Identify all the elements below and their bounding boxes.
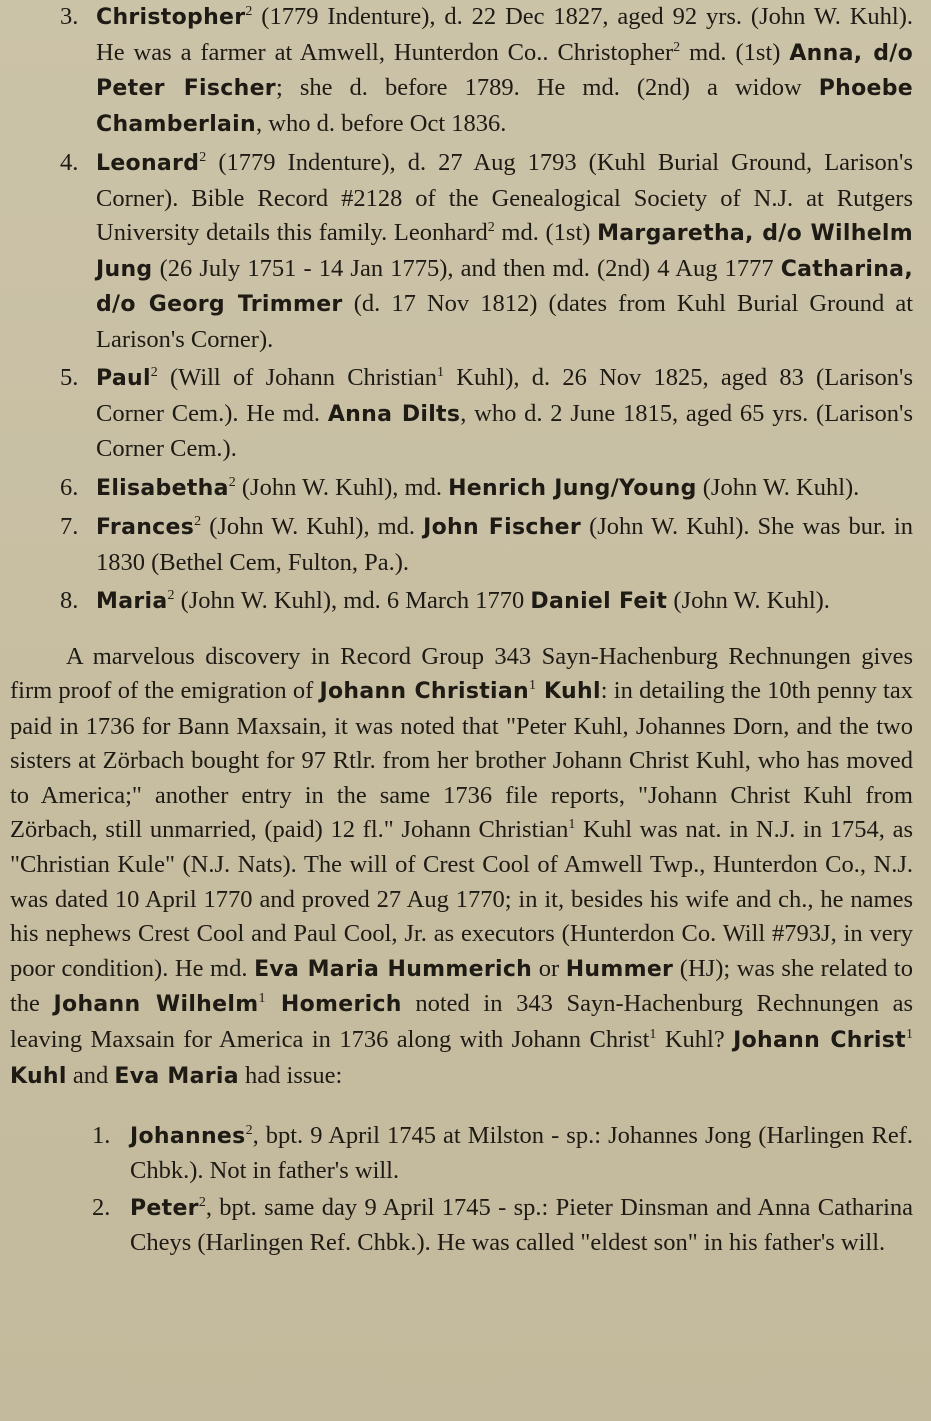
entry-text: , who d. 2 June 1815, aged 65 yrs. (Larison's Corner Cem.). [96,399,913,462]
person-name: Paul [96,366,151,391]
generation-number: 2 [228,474,236,490]
person-name: Johannes [130,1123,246,1149]
person-name: Kuhl [10,1063,67,1089]
person-name: Christopher [96,5,246,30]
entry-text: (John W. Kuhl). [667,587,830,614]
item-number: 3. [60,3,79,30]
list-item-1 [10,1119,913,1189]
item-number: 5. [60,364,79,391]
person-name: Elisabetha [96,475,229,501]
person-name: Phoebe Chamberlain [96,76,913,137]
generation-number: 1 [905,1026,913,1042]
generation-number: 2 [245,3,253,19]
children-list-top [10,0,913,620]
entry-text: md. (1st) [680,38,790,66]
person-name: Henrich Jung/Young [448,475,697,501]
entry-text: (John W. Kuhl), md. 6 March 1770 [174,587,531,614]
person-name: Johann Christian [319,679,529,705]
list-item-3 [10,0,913,142]
item-number: 1. [92,1121,111,1149]
person-name: Eva Maria Hummerich [254,956,533,982]
entry-text: (John W. Kuhl), md. [201,513,424,540]
generation-number: 2 [167,587,175,603]
paragraph-text: and [66,1061,115,1089]
generation-number: 2 [673,39,681,55]
generation-number: 2 [150,364,158,380]
person-name: Johann Christ [733,1028,906,1054]
item-number: 6. [60,473,79,501]
person-name: Anna, d/o Peter Fischer [96,40,913,101]
item-number: 2. [92,1193,111,1221]
paragraph-text: (HJ); was she related to the [10,954,913,1018]
list-item-5 [10,361,913,467]
person-name: John Fischer [423,515,582,540]
paragraph-text: : in detailing the 10th penny tax paid in 1736 for Bann Maxsain, it was noted that "Peter Kuhl, Johannes Dorn, and the two sisters at Zörbach bought for 97 Rtlr. from her brother Johann Christ Kuhl, who has moved to America;" another entry in the same 1736 file reports, "Johann Christ Kuhl from Zörbach, still unmarried, (paid) 12 fl." Johann Christian [10,677,913,844]
entry-text: (1779 Indenture), d. 27 Aug 1793 (Kuhl Burial Ground, Larison's Corner). Bible Record #2128 of the Genealogical Society of N.J. at Rutgers University details this family. Leonhard [96,149,913,246]
list-item-8 [10,584,913,620]
person-name: Johann Wilhelm [53,992,259,1018]
entry-text: (John W. Kuhl). She was bur. in 1830 (Bethel Cem, Fulton, Pa.). [96,513,913,576]
generation-number: 1 [529,677,536,693]
list-item-7 [10,510,913,580]
person-name: Peter [130,1195,199,1221]
children-list-bottom [10,1119,913,1261]
list-item-4 [10,146,913,357]
item-number: 4. [60,149,79,176]
person-name: Kuhl [536,679,601,705]
paragraph-text: had issue: [238,1061,343,1089]
generation-number: 1 [258,991,266,1007]
generation-number: 2 [199,149,207,165]
person-name: Maria [96,589,168,614]
person-name: Catharina, d/o Georg Trimmer [96,256,913,317]
entry-text: (26 July 1751 - 14 Jan 1775), and then md. (2nd) 4 Aug 1777 [152,254,781,282]
list-item-2 [10,1191,913,1261]
entry-text: Kuhl), d. 26 Nov 1825, aged 83 (Larison's Corner Cem.). He md. [96,364,913,427]
generation-number: 2 [198,1194,206,1210]
paragraph-text: noted in 343 Sayn-Hachenburg Rechnungen as leaving Maxsain for America in 1736 along with Johann Christ [10,990,914,1054]
generation-number: 2 [245,1122,253,1138]
paragraph-text: A marvelous discovery in Record Group 343 Sayn-Hachenburg Rechnungen gives firm proof of the emigration of [10,642,913,705]
entry-text: (John W. Kuhl), md. [235,473,449,501]
person-name: Frances [96,515,195,540]
paragraph-text: Kuhl was nat. in N.J. in 1754, as "Christian Kule" (N.J. Nats). The will of Crest Cool of Amwell Twp., Hunterdon Co., N.J. was dated 10 April 1770 and proved 27 Aug 1770; in it, besides his wife and ch., he names his nephews Crest Cool and Paul Cool, Jr. as executors (Hunterdon Co. Will #793J, in very poor condition). He md. [10,816,913,982]
paragraph-text: Kuhl? [656,1026,734,1054]
generation-number: 2 [487,219,495,235]
list-item-6 [10,471,913,507]
generation-number: 2 [194,513,202,529]
person-name: Hummer [565,956,674,982]
generation-number: 1 [437,364,445,380]
entry-text: (Will of Johann Christian [157,364,438,391]
entry-text: , bpt. same day 9 April 1745 - sp.: Pieter Dinsman and Anna Catharina Cheys (Harlingen Ref. Chbk.). He was called "eldest son" in his father's will. [130,1193,913,1257]
entry-text: (1779 Indenture), d. 22 Dec 1827, aged 92 yrs. (John W. Kuhl). He was a farmer at Amwell, Hunterdon Co.. Christopher [96,3,913,66]
person-name: Homerich [265,992,402,1018]
person-name: Anna Dilts [327,401,461,427]
body-paragraph [10,640,913,1095]
entry-text: md. (1st) [494,219,598,246]
generation-number: 1 [568,817,576,833]
entry-text: , who d. before Oct 1836. [256,109,507,137]
entry-text: (John W. Kuhl). [696,473,860,501]
paragraph-text: or [532,954,566,982]
person-name: Margaretha, d/o Wilhelm Jung [96,221,913,282]
entry-text: , bpt. 9 April 1745 at Milston - sp.: Johannes Jong (Harlingen Ref. Chbk.). Not in father's will. [130,1121,913,1185]
person-name: Leonard [96,151,200,176]
person-name: Daniel Feit [530,589,668,614]
generation-number: 1 [649,1026,657,1042]
person-name: Eva Maria [114,1063,239,1089]
item-number: 8. [60,587,79,614]
entry-text: ; she d. before 1789. He md. (2nd) a widow [275,74,819,101]
item-number: 7. [60,513,79,540]
entry-text: (d. 17 Nov 1812) (dates from Kuhl Burial Ground at Larison's Corner). [96,290,914,353]
